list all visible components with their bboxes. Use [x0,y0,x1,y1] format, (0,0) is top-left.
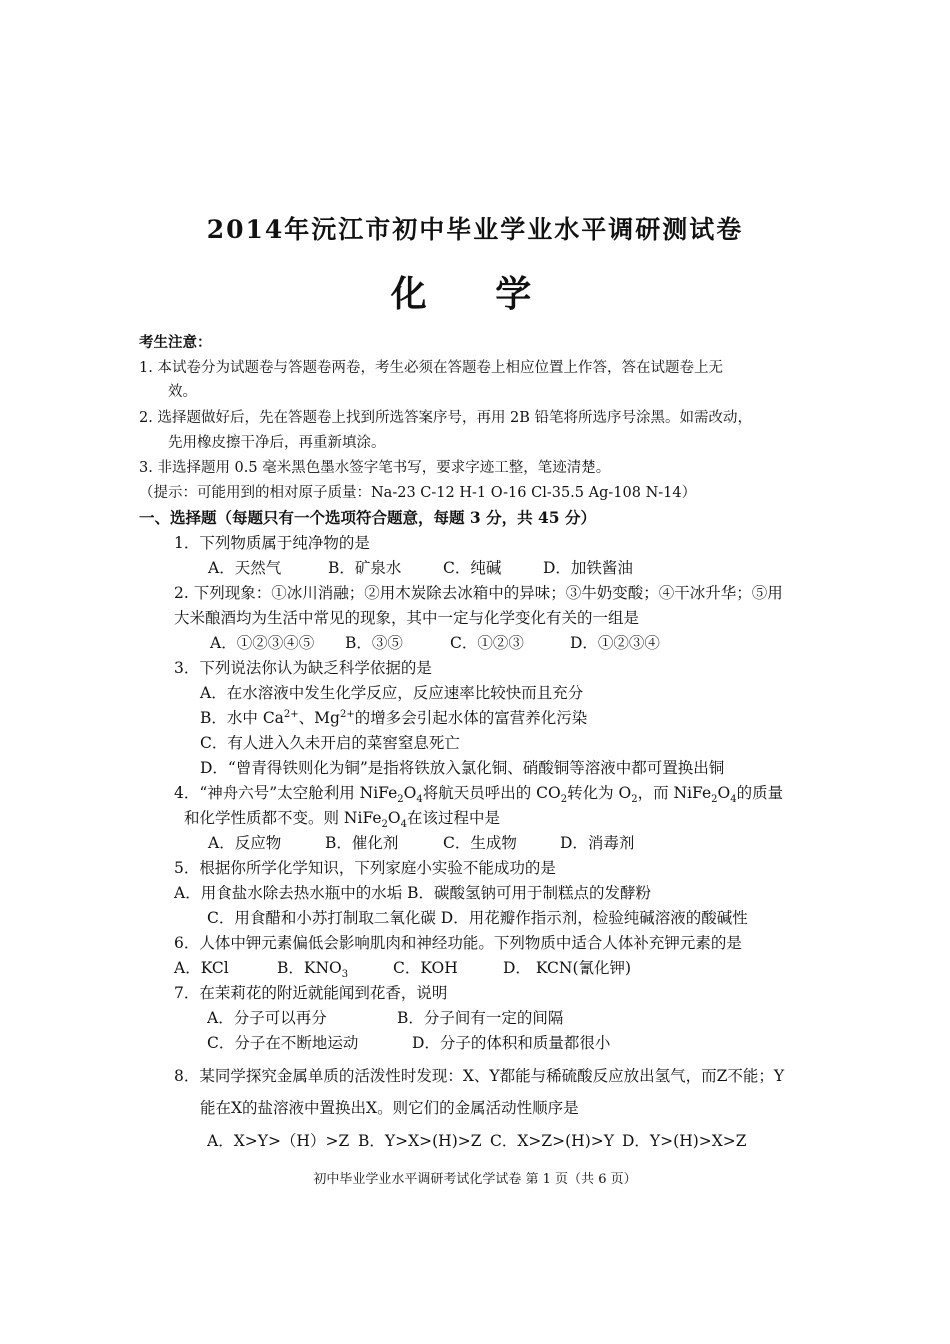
exam-title: 2014年沅江市初中毕业学业水平调研测试卷 [206,215,744,244]
q8-option-c: C．X>Z>(H)>Y [490,1132,614,1150]
q1-option-c: C．纯碱 [443,559,502,577]
q2-stem-line1: 2. 下列现象：①冰川消融；②用木炭除去冰箱中的异味；③牛奶变酸；④干冰升华；⑤用 [174,584,783,602]
q2-stem-line2: 大米酿酒均为生活中常见的现象，其中一定与化学变化有关的一组是 [174,609,640,627]
q3-option-b: B．水中 $Ca^{2+}$、$Mg^{2+}$的增多会引起水体的富营养化污染 [200,708,588,727]
q7-option-d: D．分子的体积和质量都很小 [412,1034,611,1052]
q1-option-d: D．加铁酱油 [543,559,633,577]
q5-stem: 5．根据你所学化学知识，下列家庭小实验不能成功的是 [174,859,556,877]
q8-stem-line2: 能在X的盐溶液中置换出X。则它们的金属活动性顺序是 [200,1099,579,1117]
notice-item-3: 3. 非选择题用 0.5 毫米黑色墨水签字笔书写，要求字迹工整，笔迹清楚。 [139,460,611,476]
q5-options-ab: A．用食盐水除去热水瓶中的水垢 B．碳酸氢钠可用于制糕点的发酵粉 [174,884,652,902]
q2-option-a: A．①②③④⑤ [210,634,315,652]
q3-option-c: C．有人进入久未开启的菜窖窒息死亡 [200,734,460,752]
q4-option-a: A．反应物 [208,834,282,852]
q3-stem: 3．下列说法你认为缺乏科学依据的是 [174,659,432,677]
q8-stem-line1: 8．某同学探究金属单质的活泼性时发现：X、Y都能与稀硫酸反应放出氢气，而Z不能；Y [174,1067,785,1085]
q8-option-a: A．X>Y>（H）>Z [207,1132,350,1150]
notice-heading: 考生注意： [139,334,212,351]
q2-option-b: B．③⑤ [345,634,403,652]
q6-stem: 6．人体中钾元素偏低会影响肌肉和神经功能。下列物质中适合人体补充钾元素的是 [174,934,742,952]
q1-option-b: B．矿泉水 [328,559,402,577]
subject-title: 化 学 [390,273,560,315]
q6-option-a: A．KCl [174,959,229,977]
section-heading: 一、选择题（每题只有一个选项符合题意，每题 3 分，共 45 分） [139,508,596,527]
q1-option-a: A．天然气 [208,559,282,577]
q4-option-c: C．生成物 [443,834,517,852]
q3-option-a: A．在水溶液中发生化学反应，反应速率比较快而且充分 [200,684,584,702]
q1-stem: 1．下列物质属于纯净物的是 [174,534,370,552]
q4-stem-line2: 和化学性质都不变。则 $NiFe_2O_4$在该过程中是 [184,809,501,831]
q4-stem-line1: 4．“神舟六号”太空舱利用 $NiFe_2O_4$将航天员呼出的 $CO_2$转化为 $O_2$，而 $NiFe_2O_4$的质量 [174,784,784,806]
q8-option-d: D．Y>(H)>X>Z [622,1132,747,1150]
q7-option-a: A．分子可以再分 [207,1009,327,1027]
q4-option-b: B．催化剂 [325,834,399,852]
q4-option-d: D．消毒剂 [560,834,635,852]
q7-stem: 7．在茉莉花的附近就能闻到花香，说明 [174,984,448,1002]
q6-option-d: D． KCN(氰化钾) [503,959,632,977]
notice-item-1-cont: 效。 [168,384,197,400]
page-footer: 初中毕业学业水平调研考试化学试卷 第 1 页（共 6 页） [313,1172,637,1187]
notice-item-1: 1. 本试卷分为试题卷与答题卷两卷，考生必须在答题卷上相应位置上作答，答在试题卷上无 [139,360,723,376]
notice-item-2: 2. 选择题做好后，先在答题卷上找到所选答案序号，再用 2B 铅笔将所选序号涂黑。如需改动， [139,410,753,426]
q7-option-b: B．分子间有一定的间隔 [397,1009,564,1027]
q5-options-cd: C．用食醋和小苏打制取二氧化碳 D．用花瓣作指示剂，检验纯碱溶液的酸碱性 [207,909,748,927]
q3-option-d: D．“曾青得铁则化为铜”是指将铁放入氯化铜、硝酸铜等溶液中都可置换出铜 [200,759,725,777]
q2-option-c: C．①②③ [450,634,524,652]
q6-option-c: C．KOH [393,959,458,977]
q7-option-c: C．分子在不断地运动 [207,1034,359,1052]
notice-hint: （提示：可能用到的相对原子质量：Na-23 C-12 H-1 O-16 Cl-35.5 Ag-108 N-14） [139,485,697,501]
q8-option-b: B．Y>X>(H)>Z [358,1132,482,1150]
q2-option-d: D．①②③④ [570,634,660,652]
q6-option-b: B．$KNO_3$ [277,959,349,981]
notice-item-2-cont: 先用橡皮擦干净后，再重新填涂。 [168,435,386,451]
